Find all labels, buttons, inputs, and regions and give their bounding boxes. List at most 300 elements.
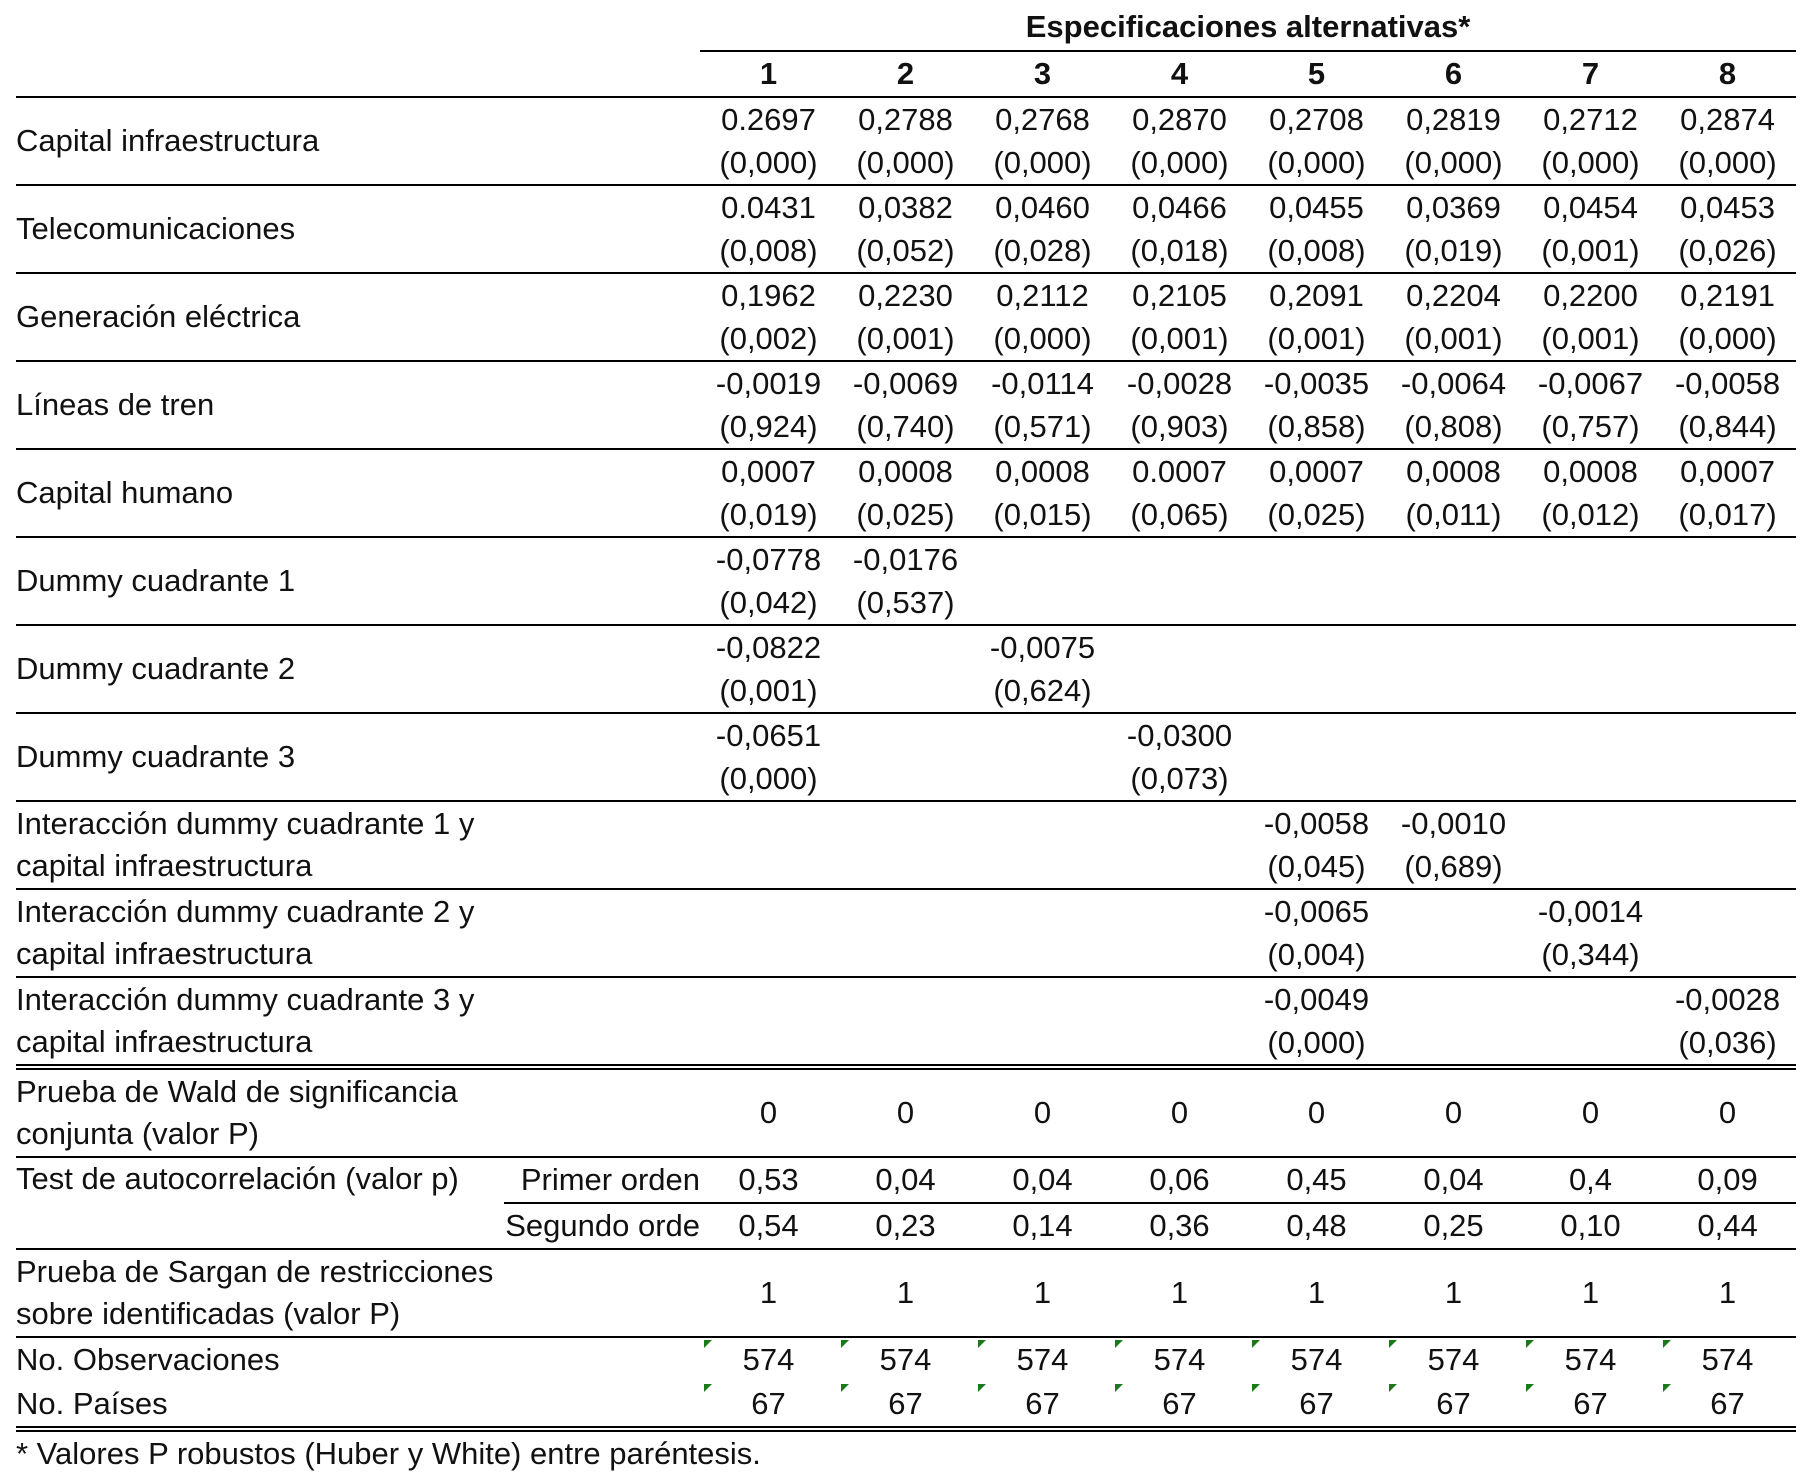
estimate-pair [1659, 450, 1796, 536]
p-value: (0,000) [719, 145, 818, 180]
observations-value: 574 [837, 1337, 974, 1382]
countries-row [16, 1382, 1796, 1429]
coefficient: 0,0460 [995, 190, 1090, 225]
estimate-cell [1248, 537, 1385, 625]
estimate-pair [700, 626, 837, 712]
sargan-label [16, 1249, 700, 1337]
estimate-pair [1111, 98, 1248, 184]
estimate-cell [1111, 361, 1248, 449]
sargan-label-line: Prueba de Sargan de restricciones [16, 1254, 494, 1289]
estimate-pair [1385, 98, 1522, 184]
variable-row [16, 977, 1796, 1067]
p-value: (0,924) [719, 409, 818, 444]
p-value: (0,001) [1130, 321, 1229, 356]
estimate-pair [700, 802, 837, 888]
estimate-pair [1522, 714, 1659, 800]
coefficient: 0,2200 [1543, 278, 1638, 313]
estimate-cell [1111, 801, 1248, 889]
variable-label [16, 185, 700, 273]
variable-label-lines [16, 472, 700, 514]
variable-label-lines [16, 560, 700, 602]
wald-label-lines [16, 1071, 700, 1155]
variable-label-lines [16, 979, 700, 1063]
footnote-row [16, 1429, 1796, 1476]
estimate-pair [1659, 890, 1796, 976]
estimate-pair [1248, 626, 1385, 712]
estimate-pair [700, 890, 837, 976]
coefficient: -0,0035 [1263, 366, 1370, 401]
variable-label-line: Dummy cuadrante 3 [16, 739, 296, 774]
p-value: (0,018) [1130, 233, 1229, 268]
estimate-cell [1111, 185, 1248, 273]
variable-label-line: capital infraestructura [16, 936, 313, 971]
estimate-cell [1385, 273, 1522, 361]
wald-value: 0 [700, 1067, 837, 1157]
sargan-value: 1 [837, 1249, 974, 1337]
coefficient: -0,0065 [1263, 894, 1370, 929]
estimate-pair [1659, 626, 1796, 712]
estimate-pair [1522, 362, 1659, 448]
p-value: (0,026) [1678, 233, 1777, 268]
estimate-cell [700, 537, 837, 625]
estimate-pair [837, 538, 974, 624]
estimate-pair [1111, 186, 1248, 272]
coefficient: 0,0008 [1406, 454, 1501, 489]
estimate-cell [1659, 537, 1796, 625]
estimate-pair [1385, 802, 1522, 888]
estimate-cell [1248, 625, 1385, 713]
estimate-cell [700, 97, 837, 185]
column-header: 6 [1385, 51, 1522, 97]
wald-label-line: Prueba de Wald de significancia [16, 1074, 458, 1109]
coefficient: 0,2112 [996, 278, 1089, 313]
footnote: * Valores P robustos (Huber y White) entre paréntesis. [16, 1436, 761, 1471]
p-value: (0,012) [1541, 497, 1640, 532]
estimate-cell [837, 713, 974, 801]
estimate-cell [1522, 273, 1659, 361]
coefficient: 0,0454 [1543, 190, 1638, 225]
estimate-pair [1111, 538, 1248, 624]
estimate-cell [837, 361, 974, 449]
variable-label [16, 97, 700, 185]
variable-row [16, 273, 1796, 361]
estimate-pair [700, 450, 837, 536]
countries-value: 67 [1111, 1382, 1248, 1429]
autocorr-second-value: 0,14 [974, 1203, 1111, 1249]
estimate-cell [1522, 537, 1659, 625]
coefficient: 0,0453 [1680, 190, 1775, 225]
coefficient: -0,0651 [715, 718, 822, 753]
estimate-pair [837, 186, 974, 272]
estimate-pair [837, 274, 974, 360]
column-header: 7 [1522, 51, 1659, 97]
estimate-cell [1111, 625, 1248, 713]
coefficient: 0,0007 [1269, 454, 1364, 489]
autocorr-first-value: 0,04 [837, 1157, 974, 1203]
p-value: (0,019) [719, 497, 818, 532]
estimate-pair [974, 450, 1111, 536]
coefficient: -0,0067 [1537, 366, 1644, 401]
wald-value: 0 [1385, 1067, 1522, 1157]
variable-label-line: capital infraestructura [16, 848, 313, 883]
sargan-value: 1 [1111, 1249, 1248, 1337]
p-value: (0,017) [1678, 497, 1777, 532]
estimate-cell [1248, 185, 1385, 273]
wald-value: 0 [1522, 1067, 1659, 1157]
coefficient: 0.0007 [1132, 454, 1227, 489]
estimate-cell [974, 273, 1111, 361]
p-value: (0,042) [719, 585, 818, 620]
p-value: (0,624) [993, 673, 1092, 708]
estimate-pair [700, 186, 837, 272]
estimate-pair [974, 538, 1111, 624]
countries-value: 67 [837, 1382, 974, 1429]
p-value: (0,036) [1678, 1025, 1777, 1060]
estimate-pair [1248, 186, 1385, 272]
observations-value: 574 [700, 1337, 837, 1382]
estimate-pair [1385, 450, 1522, 536]
estimate-pair [1111, 978, 1248, 1064]
estimate-cell [1522, 361, 1659, 449]
coefficient: 0,2768 [995, 102, 1090, 137]
estimate-pair [837, 362, 974, 448]
observations-value: 574 [1111, 1337, 1248, 1382]
countries-value: 67 [1522, 1382, 1659, 1429]
variable-label [16, 801, 700, 889]
p-value: (0,537) [856, 585, 955, 620]
estimate-pair [837, 626, 974, 712]
coefficient: 0,2788 [858, 102, 953, 137]
estimate-pair [1659, 978, 1796, 1064]
wald-label-line: conjunta (valor P) [16, 1116, 259, 1151]
variable-label-lines [16, 296, 700, 338]
autocorr-first-label: Primer orden [504, 1157, 700, 1203]
column-header-row [16, 51, 1796, 97]
p-value: (0,000) [1678, 145, 1777, 180]
estimate-pair [700, 978, 837, 1064]
p-value: (0,011) [1405, 497, 1502, 532]
estimate-cell [700, 361, 837, 449]
wald-value: 0 [837, 1067, 974, 1157]
header-title-row [16, 4, 1796, 51]
coefficient: -0,0049 [1263, 982, 1370, 1017]
p-value: (0,903) [1130, 409, 1229, 444]
estimate-pair [1385, 626, 1522, 712]
estimate-cell [974, 889, 1111, 977]
estimate-pair [1522, 890, 1659, 976]
estimate-cell [1248, 801, 1385, 889]
variable-row [16, 97, 1796, 185]
p-value: (0,000) [1404, 145, 1503, 180]
estimate-cell [700, 889, 837, 977]
p-value: (0,001) [1267, 321, 1366, 356]
estimate-pair [1248, 802, 1385, 888]
estimate-cell [1659, 449, 1796, 537]
variable-label-line: Telecomunicaciones [16, 211, 296, 246]
estimate-pair [1659, 538, 1796, 624]
variable-label-line: Líneas de tren [16, 387, 215, 422]
estimate-pair [1385, 274, 1522, 360]
estimate-pair [1659, 802, 1796, 888]
estimate-pair [837, 890, 974, 976]
autocorr-first-value: 0,04 [1385, 1157, 1522, 1203]
coefficient: 0,2712 [1543, 102, 1638, 137]
coefficient: 0,2191 [1680, 278, 1775, 313]
estimate-pair [1248, 362, 1385, 448]
estimate-cell [700, 625, 837, 713]
autocorr-first-value: 0,04 [974, 1157, 1111, 1203]
header-spacer [16, 4, 700, 51]
coefficient: -0,0058 [1263, 806, 1370, 841]
estimate-pair [837, 978, 974, 1064]
autocorr-second-value: 0,54 [700, 1203, 837, 1249]
autocorr-second-value: 0,10 [1522, 1203, 1659, 1249]
variable-label-line: Dummy cuadrante 2 [16, 651, 296, 686]
estimate-cell [1522, 889, 1659, 977]
coefficient: -0,0028 [1674, 982, 1781, 1017]
coefficient: 0,0466 [1132, 190, 1227, 225]
estimate-pair [1659, 98, 1796, 184]
autocorr-second-label: Segundo orde [504, 1203, 700, 1249]
estimate-cell [837, 273, 974, 361]
spec-title: Especificaciones alternativas* [1025, 9, 1471, 44]
p-value: (0,001) [856, 321, 955, 356]
estimate-cell [1111, 537, 1248, 625]
p-value: (0,004) [1267, 937, 1366, 972]
sargan-label-lines [16, 1251, 700, 1335]
variable-label [16, 889, 700, 977]
estimate-pair [974, 714, 1111, 800]
variable-label [16, 625, 700, 713]
estimate-cell [1111, 713, 1248, 801]
estimate-pair [1522, 978, 1659, 1064]
estimate-pair [1111, 362, 1248, 448]
estimate-pair [1522, 626, 1659, 712]
autocorr-second-value: 0,48 [1248, 1203, 1385, 1249]
p-value: (0,689) [1404, 849, 1503, 884]
estimate-pair [837, 450, 974, 536]
estimate-cell [1248, 889, 1385, 977]
coefficient: -0,0069 [852, 366, 959, 401]
variable-row [16, 449, 1796, 537]
estimate-pair [1522, 274, 1659, 360]
coefficient: 0,2870 [1132, 102, 1227, 137]
p-value: (0,808) [1404, 409, 1503, 444]
p-value: (0,000) [993, 321, 1092, 356]
estimate-cell [837, 625, 974, 713]
autocorr-label: Test de autocorrelación (valor p) [16, 1157, 504, 1249]
estimate-cell [974, 361, 1111, 449]
estimate-cell [1659, 185, 1796, 273]
p-value: (0,065) [1130, 497, 1229, 532]
estimate-cell [1385, 449, 1522, 537]
variable-row [16, 801, 1796, 889]
estimate-cell [837, 889, 974, 977]
observations-value: 574 [974, 1337, 1111, 1382]
estimate-cell [837, 449, 974, 537]
variable-label [16, 449, 700, 537]
estimate-cell [1111, 97, 1248, 185]
estimate-cell [1385, 537, 1522, 625]
estimate-cell [1248, 977, 1385, 1067]
estimate-pair [1659, 362, 1796, 448]
variable-label [16, 361, 700, 449]
observations-row [16, 1337, 1796, 1382]
coefficient: -0,0114 [991, 366, 1094, 401]
header-spacer [16, 51, 700, 97]
variable-label-lines [16, 208, 700, 250]
estimate-pair [1385, 362, 1522, 448]
estimate-pair [1659, 186, 1796, 272]
estimate-cell [700, 449, 837, 537]
estimate-cell [837, 537, 974, 625]
coefficient: 0,0007 [721, 454, 816, 489]
countries-value: 67 [974, 1382, 1111, 1429]
estimate-cell [1659, 273, 1796, 361]
estimate-pair [1385, 978, 1522, 1064]
sargan-value: 1 [1522, 1249, 1659, 1337]
autocorr-second-value: 0,36 [1111, 1203, 1248, 1249]
coefficient: 0,2708 [1269, 102, 1364, 137]
estimate-cell [1385, 625, 1522, 713]
p-value: (0,028) [993, 233, 1092, 268]
wald-row [16, 1067, 1796, 1157]
estimate-cell [1385, 977, 1522, 1067]
observations-value: 574 [1248, 1337, 1385, 1382]
coefficient: -0,0300 [1126, 718, 1233, 753]
variable-label [16, 537, 700, 625]
estimate-cell [974, 625, 1111, 713]
estimate-cell [837, 801, 974, 889]
variable-label-line: Dummy cuadrante 1 [16, 563, 296, 598]
estimate-pair [1248, 978, 1385, 1064]
coefficient: 0,0008 [858, 454, 953, 489]
estimate-pair [1659, 274, 1796, 360]
p-value: (0,000) [1541, 145, 1640, 180]
estimate-cell [1385, 889, 1522, 977]
p-value: (0,045) [1267, 849, 1366, 884]
estimate-pair [700, 714, 837, 800]
p-value: (0,757) [1541, 409, 1640, 444]
estimate-cell [1659, 801, 1796, 889]
coefficient: 0,0007 [1680, 454, 1775, 489]
coefficient: 0,2091 [1269, 278, 1364, 313]
estimate-pair [837, 98, 974, 184]
variable-label [16, 273, 700, 361]
variable-label-lines [16, 891, 700, 975]
variable-row [16, 713, 1796, 801]
variable-label-lines [16, 803, 700, 887]
estimate-cell [1111, 977, 1248, 1067]
p-value: (0,000) [1678, 321, 1777, 356]
variable-label-line: Interacción dummy cuadrante 3 y [16, 982, 475, 1017]
p-value: (0,001) [1541, 321, 1640, 356]
variable-row [16, 361, 1796, 449]
autocorr-first-value: 0,53 [700, 1157, 837, 1203]
sargan-value: 1 [1248, 1249, 1385, 1337]
sargan-value: 1 [1385, 1249, 1522, 1337]
estimate-pair [1111, 450, 1248, 536]
estimate-cell [1522, 625, 1659, 713]
p-value: (0,001) [1541, 233, 1640, 268]
estimate-pair [1111, 626, 1248, 712]
estimate-cell [1248, 273, 1385, 361]
p-value: (0,000) [856, 145, 955, 180]
coefficient: 0,0008 [1543, 454, 1638, 489]
p-value: (0,008) [719, 233, 818, 268]
p-value: (0,000) [1267, 145, 1366, 180]
estimate-pair [1248, 450, 1385, 536]
coefficient: 0,0455 [1269, 190, 1364, 225]
estimate-pair [974, 802, 1111, 888]
sargan-value: 1 [700, 1249, 837, 1337]
coefficient: -0,0014 [1537, 894, 1644, 929]
estimate-pair [700, 538, 837, 624]
estimate-cell [1248, 449, 1385, 537]
estimate-pair [700, 274, 837, 360]
p-value: (0,000) [993, 145, 1092, 180]
coefficient: -0,0822 [715, 630, 822, 665]
estimate-cell [837, 977, 974, 1067]
estimate-cell [1659, 889, 1796, 977]
p-value: (0,344) [1541, 937, 1640, 972]
coefficient: -0,0010 [1400, 806, 1507, 841]
estimate-cell [1385, 713, 1522, 801]
coefficient: 0,2819 [1406, 102, 1501, 137]
variable-label-line: capital infraestructura [16, 1024, 313, 1059]
wald-label [16, 1067, 700, 1157]
p-value: (0,740) [856, 409, 955, 444]
estimate-pair [1522, 98, 1659, 184]
autocorr-second-value: 0,44 [1659, 1203, 1796, 1249]
p-value: (0,019) [1404, 233, 1503, 268]
coefficient: -0,0075 [989, 630, 1096, 665]
estimate-pair [1659, 714, 1796, 800]
p-value: (0,571) [993, 409, 1092, 444]
estimate-cell [1659, 97, 1796, 185]
estimate-cell [1659, 713, 1796, 801]
sargan-value: 1 [974, 1249, 1111, 1337]
p-value: (0,015) [993, 497, 1092, 532]
autocorr-first-value: 0,09 [1659, 1157, 1796, 1203]
coefficient: 0,0008 [995, 454, 1090, 489]
estimate-pair [1248, 274, 1385, 360]
variable-label-lines [16, 120, 700, 162]
estimate-cell [1522, 713, 1659, 801]
estimate-cell [974, 185, 1111, 273]
variable-label-line: Capital infraestructura [16, 123, 320, 158]
p-value: (0,052) [856, 233, 955, 268]
observations-value: 574 [1659, 1337, 1796, 1382]
column-header: 8 [1659, 51, 1796, 97]
estimate-cell [837, 97, 974, 185]
sargan-value: 1 [1659, 1249, 1796, 1337]
estimate-pair [700, 98, 837, 184]
coefficient: -0,0064 [1400, 366, 1507, 401]
coefficient: 0,2105 [1132, 278, 1227, 313]
coefficient: -0,0176 [852, 542, 959, 577]
estimate-pair [1111, 890, 1248, 976]
p-value: (0,000) [719, 761, 818, 796]
estimate-pair [700, 362, 837, 448]
sargan-label-line: sobre identificadas (valor P) [16, 1296, 401, 1331]
countries-label: No. Países [16, 1382, 700, 1429]
p-value: (0,008) [1267, 233, 1366, 268]
estimate-pair [1111, 714, 1248, 800]
estimate-cell [1659, 625, 1796, 713]
sargan-row [16, 1249, 1796, 1337]
autocorr-first-value: 0,4 [1522, 1157, 1659, 1203]
